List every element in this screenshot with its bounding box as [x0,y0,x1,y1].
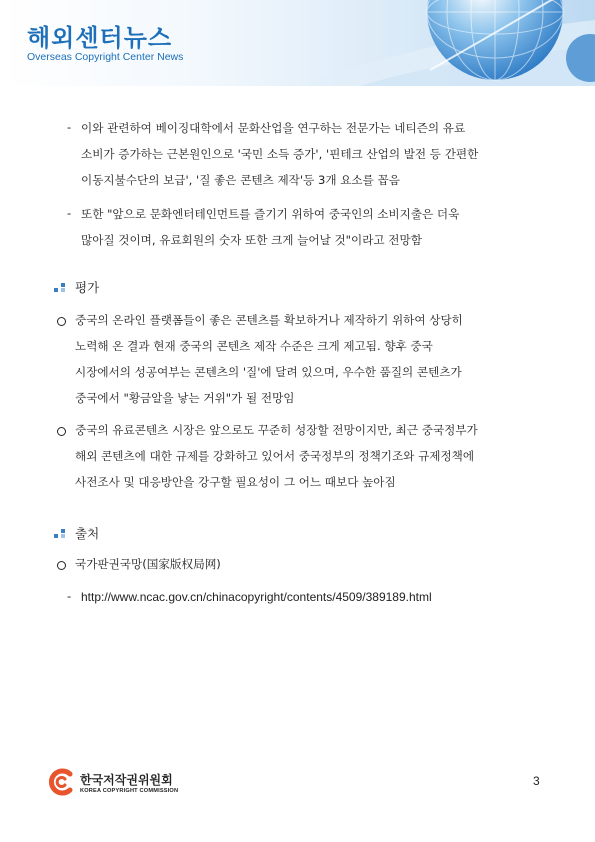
text-line: 해외 콘텐츠에 대한 규제를 강화하고 있어서 중국정부의 정책기조와 규제정책에 [75,449,475,463]
text-line: 중국에서 "황금알을 낳는 거위"가 될 전망임 [75,391,295,405]
org-name: 한국저작권위원회 [80,773,173,787]
section-title-evaluation: 평가 [75,280,100,295]
org-name-english: KOREA COPYRIGHT COMMISSION [80,788,179,794]
copyright-commission-logo-icon [48,768,76,796]
text-line: 소비가 증가하는 근본원인으로 '국민 소득 증가', '핀테크 산업의 발전 등 간편한 [81,147,479,161]
source-url-link[interactable]: http://www.ncac.gov.cn/chinacopyright/contents/4509/389189.html [81,590,432,604]
text-line: 중국의 온라인 플랫폼들이 좋은 콘텐츠를 확보하거나 제작하기 위하여 상당히 [75,313,463,327]
text-line: 시장에서의 성공여부는 콘텐츠의 '질'에 달려 있으며, 우수한 품질의 콘텐츠가 [75,365,462,379]
section-square-icon [54,529,70,539]
section-title-source: 출처 [75,526,100,541]
dash-marker: - [67,206,72,220]
section-square-icon [54,283,70,293]
dash-marker: - [67,589,72,603]
newsletter-title: 해외센터뉴스 [27,24,173,52]
text-line: 이와 관련하여 베이징대학에서 문화산업을 연구하는 전문가는 네티즌의 유료 [81,121,466,135]
text-line: 사전조사 및 대응방안을 강구할 필요성이 그 어느 때보다 높아짐 [75,475,396,489]
text-line: 또한 "앞으로 문화엔터테인먼트를 즐기기 위하여 중국인의 소비지출은 더욱 [81,207,460,221]
circle-bullet [57,561,66,570]
circle-bullet [57,317,66,326]
text-line: 이동지불수단의 보급', '질 좋은 콘텐츠 제작'등 3개 요소를 꼽음 [81,173,400,187]
text-line: 노력해 온 결과 현재 중국의 콘텐츠 제작 수준은 크게 제고됨. 향후 중국 [75,339,433,353]
header-banner [0,0,595,86]
text-line: 많아질 것이며, 유료회원의 숫자 또한 크게 늘어날 것"이라고 전망함 [81,233,422,247]
newsletter-subtitle: Overseas Copyright Center News [27,51,184,63]
source-name: 국가판권국망(国家版权局网) [75,557,221,571]
text-line: 중국의 유료콘텐츠 시장은 앞으로도 꾸준히 성장할 전망이지만, 최근 중국정부가 [75,423,478,437]
circle-bullet [57,427,66,436]
dash-marker: - [67,120,72,134]
page-number: 3 [533,774,540,788]
